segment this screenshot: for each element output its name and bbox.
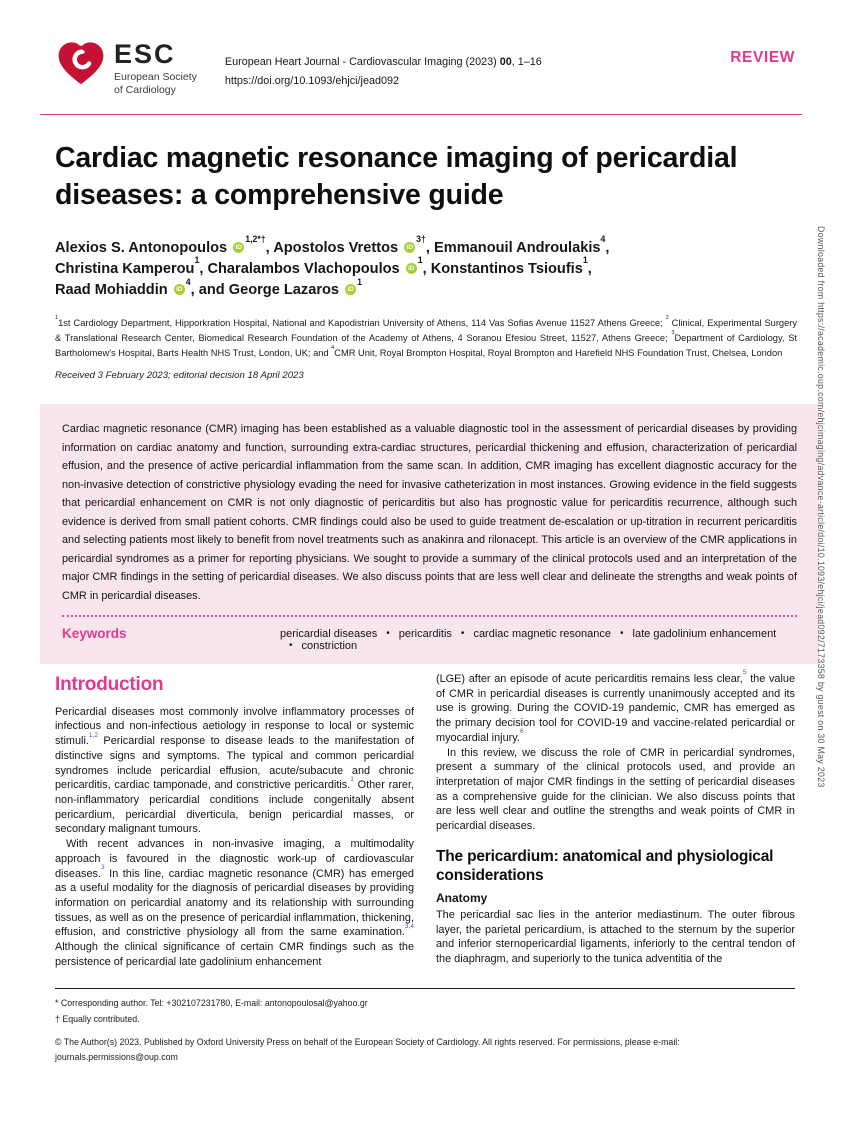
anatomy-paragraph: The pericardial sac lies in the anterior mediastinum. The outer fibrous layer, the parietal pericardium, is attached to the sternum by the superior and inferior sternopericardial ligaments, inferiorly to the central tendon of the diaphragm, and superiorly to the tunica adventitia of the xyxy=(436,908,795,965)
received-line: Received 3 February 2023; editorial decision 18 April 2023 xyxy=(55,370,304,381)
authors-line-1: Alexios S. Antonopoulos $iD^{1,2*\dagger}$, Apostolos Vrettos $iD^{3\dagger}$, Emmanouil Androulakis$^4$, xyxy=(55,234,610,256)
anatomy-subheading: Anatomy xyxy=(436,890,488,905)
esc-logo xyxy=(55,36,197,97)
esc-org-name xyxy=(114,71,197,97)
orcid-icon[interactable]: iD xyxy=(406,263,417,274)
intro-paragraph-continued: (LGE) after an episode of acute pericarditis remains less clear,$^5$ the value of CMR in pericardial diseases is currently unanimously accepted and its use is growing. During the COVID-19 pandemic, CMR has emerged as the primary decision tool for COVID-19 and vaccine-related pericardial or myocardial injury.$^6$ xyxy=(436,669,796,744)
keyword-bullet: • xyxy=(460,628,465,640)
keyword-bullet: • xyxy=(289,640,293,652)
footnote-divider xyxy=(55,988,795,989)
esc-org-line2: of Cardiology xyxy=(114,83,176,96)
keyword-bullet: • xyxy=(620,628,624,640)
keyword: late gadolinium enhancement xyxy=(632,628,777,641)
esc-logo-text xyxy=(114,36,197,97)
right-column xyxy=(436,669,796,970)
esc-org-line1: European Society xyxy=(114,71,197,83)
orcid-icon[interactable]: iD xyxy=(174,284,185,295)
page-header xyxy=(55,36,795,97)
orcid-icon[interactable]: iD xyxy=(233,242,244,253)
authors-line-3: Raad Mohiaddin $iD^4$, and George Lazaros $iD^1$ xyxy=(55,276,362,299)
authors-block xyxy=(55,234,785,301)
footnote-corresponding-author: * Corresponding author. Tel: +302107231780, E-mail: antonopoulosal@yahoo.gr xyxy=(55,998,368,1008)
intro-paragraph-1: Pericardial diseases most commonly involve inflammatory processes of infectious and non-infectious aetiology in response to local or systemic stimuli.$^{1,2}$ Pericardial response to disease leads to the manifestation of distinctive signs and symptoms. The typical and common pericardial syndromes include pericardial effusion, acute/subacute and chronic pericarditis, cardiac tamponade, and constrictive pericarditis.$^1$ Other rarer, non-inflammatory pericardial conditions include congenitally absent pericardium, pericardial diverticula, benign pericardial masses, or secondary malignant tumours. xyxy=(55,705,414,836)
body-columns xyxy=(55,669,796,970)
affiliations: $^1$1st Cardiology Department, Hipporkration Hospital, National and Kapodistrian University of Athens, 114 Vas Sofias Avenue 11527 Athens Greece; $^2$ Clinical, Experimental Surgery & Translational Research Center, Biomedical Research Foundation of the Academy of Athens, 4 Soranou Efesiou Street, 11527, Athens Greece; $^3$Department of Cardiology, St Bartholomew's Hospital, Barts Health NHS Trust, London, UK; and $^4$CMR Unit, Royal Brompton Hospital, Royal Brompton and Harefield NHS Foundation Trust, Chelsea, London xyxy=(55,315,797,358)
download-provenance-text: Downloaded from https://academic.oup.com/ehjcimaging/advance-article/doi/10.1093/ehjci/jead092/7173358 by guest on 30 May 2023 xyxy=(816,226,826,788)
keyword: pericardial diseases xyxy=(280,628,378,641)
keyword: cardiac magnetic resonance xyxy=(473,628,612,641)
keywords-divider xyxy=(62,615,797,617)
journal-citation-line: European Heart Journal - Cardiovascular Imaging (2023) 00, 1–16 xyxy=(224,56,542,68)
article-type-badge: REVIEW xyxy=(730,49,795,66)
orcid-icon[interactable]: iD xyxy=(404,242,415,253)
esc-acronym: ESC xyxy=(114,39,176,69)
keyword: constriction xyxy=(301,640,358,653)
journal-info xyxy=(225,53,542,92)
header-divider xyxy=(40,114,802,115)
keyword-bullet: • xyxy=(386,628,390,640)
footnote-equally-contributed: † Equally contributed. xyxy=(55,1013,140,1024)
left-column xyxy=(55,672,414,970)
keywords-list xyxy=(280,626,797,652)
keyword: pericarditis xyxy=(398,628,452,641)
footnote-copyright: © The Author(s) 2023. Published by Oxford University Press on behalf of the European Society of Cardiology. All rights reserved. For permissions, please e-mail: journals.permissions@oup.com xyxy=(55,1036,680,1063)
paper-title: Cardiac magnetic resonance imaging of pericardial diseases: a comprehensive guide xyxy=(55,142,738,212)
authors-line-2: Christina Kamperou$^1$, Charalambos Vlachopoulos $iD^1$, Konstantinos Tsioufis$^1$, xyxy=(55,255,592,278)
introduction-heading: Introduction xyxy=(55,674,164,695)
review-aims-paragraph: In this review, we discuss the role of CMR in pericardial syndromes, present a summary of the clinical protocols used, and provide an interpretation of major CMR findings in the setting of pericardial diseases as a comprehensive guide for the clinician. We also discuss points that are less well clear and outline the strengths and weak points of CMR in pericardial diseases. xyxy=(436,746,795,833)
doi-link[interactable]: https://doi.org/10.1093/ehjci/jead092 xyxy=(224,75,399,88)
intro-paragraph-2: With recent advances in non-invasive imaging, a multimodality approach is favoured in the diagnostic work-up of cardiovascular diseases.$^3$ In this line, cardiac magnetic resonance (CMR) has emerged as a useful modality for the diagnosis of pericardial diseases by providing information on pericardial anatomy and its relationship with surrounding tissues, as well as on the presence of pericardial inflammation, thickening, effusion, and constrictive physiology all from the same examination.$^{3,4}$ Although the clinical significance of certain CMR findings such as the persistence of pericardial late gadolinium enhancement xyxy=(55,838,414,968)
footnotes xyxy=(55,996,795,1066)
abstract-text: Cardiac magnetic resonance (CMR) imaging has been established as a valuable diagnostic tool in the assessment of pericardial diseases by providing information on cardiac anatomy and function, surrounding extra-cardiac structures, pericardial thickening and effusion, characterization of pericardial effusion, and the presence of active pericardial inflammation from the same scan. In addition, CMR imaging has excellent diagnostic accuracy for the non-invasive detection of constrictive physiology evading the need for invasive catheterization in most instances. Growing evidence in the field suggests that pericardial enhancement on CMR is not only diagnostic of pericarditis but also has prognostic value for pericarditis recurrence, although such evidence is derived from small patient cohorts. CMR findings could also be used to guide treatment de-escalation or up-titration in recurrent pericarditis and selecting patients most likely to benefit from novel treatments such as anakinra and rilonacept. This article is an overview of the CMR applications in pericardial syndromes as a primer for reporting physicians. We sought to provide a summary of the clinical protocols used and an interpretation of the major CMR findings in the setting of pericardial diseases. We also discuss points that are less well clear and delineate the strengths and weak points of CMR in pericardial diseases. xyxy=(62,423,797,602)
keywords-row xyxy=(62,626,797,652)
pericardium-section-heading: The pericardium: anatomical and physiological considerations xyxy=(436,847,774,885)
abstract-box xyxy=(40,404,819,664)
orcid-icon[interactable]: iD xyxy=(345,284,356,295)
esc-heart-icon xyxy=(55,39,107,89)
keywords-label: Keywords xyxy=(62,626,127,642)
